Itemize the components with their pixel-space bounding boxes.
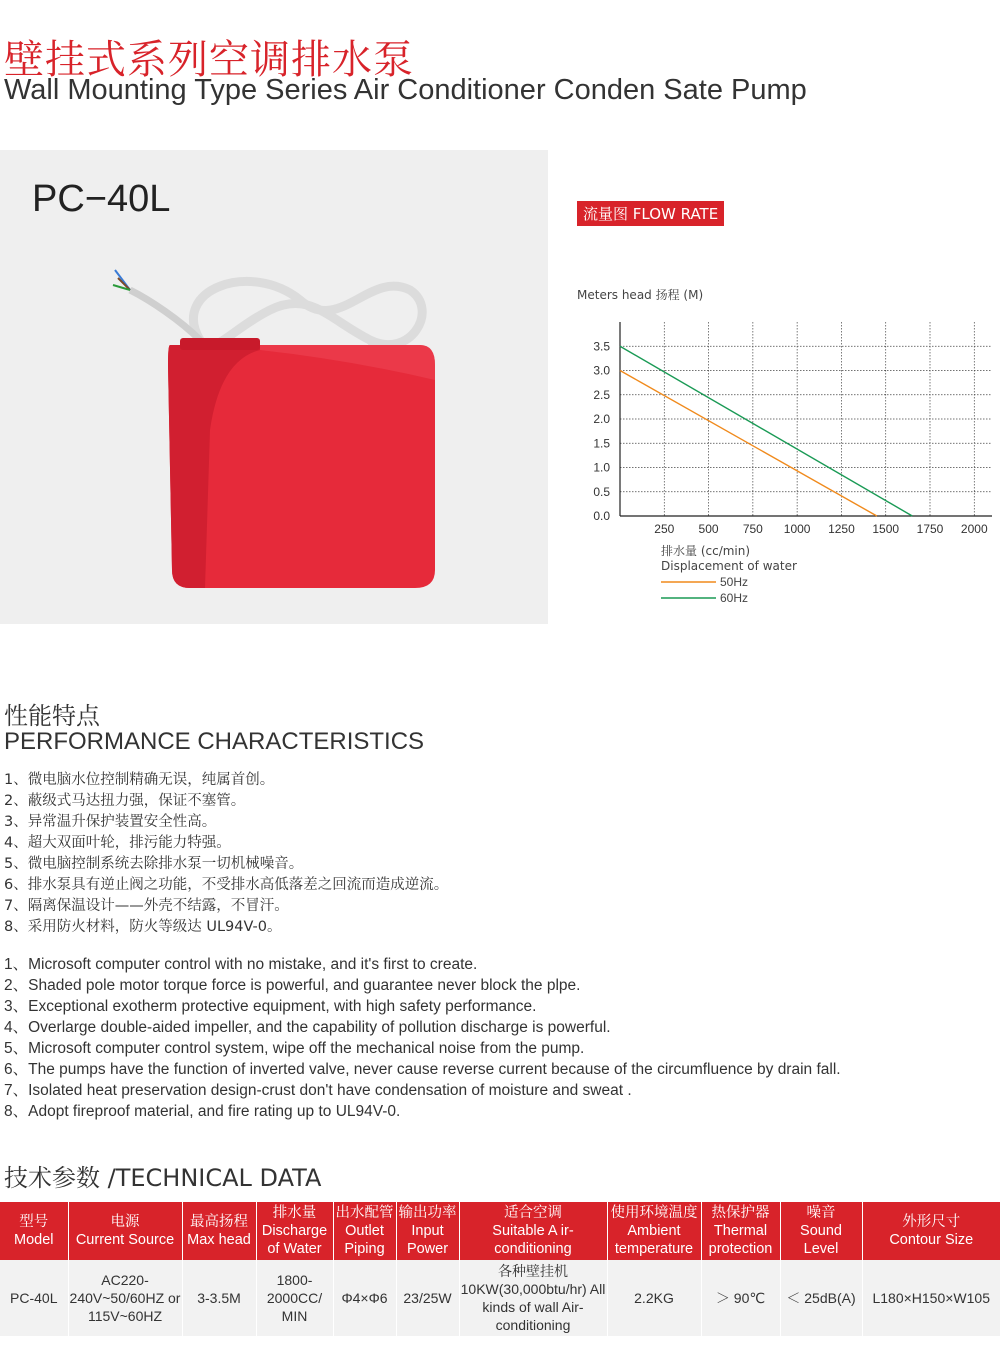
list-item: 7、Isolated heat preservation design-crust don't have condensation of moisture and sweat . bbox=[4, 1082, 632, 1099]
list-item: 4、Overlarge double-aided impeller, and the capability of pollution discharge is powerful. bbox=[4, 1019, 611, 1036]
cell-contour-size: L180×H150×W105 bbox=[862, 1260, 1000, 1336]
header-discharge: 排水量 Discharge of Water bbox=[256, 1202, 333, 1260]
cell-outlet-piping: Φ4×Φ6 bbox=[333, 1260, 396, 1336]
cell-model: PC-40L bbox=[0, 1260, 68, 1336]
chart-x-axis-label-en: Displacement of water bbox=[661, 559, 797, 573]
x-tick-label: 1250 bbox=[828, 522, 855, 536]
header-contour-size: 外形尺寸 Contour Size bbox=[862, 1202, 1000, 1260]
page-title-cn: 壁挂式系列空调排水泵 bbox=[4, 37, 414, 83]
header-suitable-ac: 适合空调 Suitable A ir-conditioning bbox=[459, 1202, 607, 1260]
list-item: 2、Shaded pole motor torque force is powerful, and guarantee never block the plpe. bbox=[4, 977, 581, 994]
characteristics-title-cn: 性能特点 bbox=[4, 702, 100, 730]
x-tick-label: 750 bbox=[742, 522, 763, 536]
characteristics-list-cn bbox=[4, 770, 448, 938]
header-max-head: 最高扬程 Max head bbox=[182, 1202, 256, 1260]
cell-discharge: 1800-2000CC/ MIN bbox=[256, 1260, 333, 1336]
series-line-50hz bbox=[620, 371, 877, 517]
chart-grid bbox=[620, 322, 992, 516]
chart-series bbox=[620, 346, 912, 516]
technical-data-table bbox=[0, 1202, 1000, 1336]
list-item: 5、微电脑控制系统去除排水泵一切机械噪音。 bbox=[4, 856, 304, 872]
y-tick-label: 0.5 bbox=[593, 484, 610, 499]
product-photo-panel bbox=[0, 150, 548, 624]
list-item: 1、Microsoft computer control with no mistake, and it's first to create. bbox=[4, 956, 478, 973]
list-item: 1、微电脑水位控制精确无误，纯属首创。 bbox=[4, 772, 275, 788]
characteristics-list-en bbox=[4, 954, 841, 1122]
x-tick-label: 250 bbox=[654, 522, 675, 536]
chart-y-axis-label: Meters head 扬程 (M) bbox=[577, 288, 704, 302]
list-item: 5、Microsoft computer control system, wipe off the mechanical noise from the pump. bbox=[4, 1040, 585, 1057]
cell-input-power: 23/25W bbox=[396, 1260, 459, 1336]
chart-legend bbox=[661, 575, 748, 605]
technical-data-title: 技术参数 /TECHNICAL DATA bbox=[4, 1164, 322, 1192]
y-tick-label: 2.0 bbox=[593, 412, 610, 426]
y-tick-label: 1.5 bbox=[593, 436, 610, 451]
y-tick-label: 3.0 bbox=[593, 363, 610, 378]
x-tick-label: 500 bbox=[698, 522, 719, 536]
y-tick-label: 3.5 bbox=[593, 339, 610, 354]
list-item: 6、排水泵具有逆止阀之功能，不受排水高低落差之回流而造成逆流。 bbox=[4, 877, 449, 893]
list-item: 2、蔽级式马达扭力强，保证不塞管。 bbox=[4, 793, 246, 809]
y-tick-label: 2.5 bbox=[593, 387, 610, 402]
list-item: 6、The pumps have the function of inverted valve, never cause reverse current because of the circumfluence by drain fall. bbox=[4, 1061, 841, 1078]
y-tick-label: 0.0 bbox=[593, 509, 610, 523]
header-input-power: 输出功率 Input Power bbox=[396, 1202, 459, 1260]
x-tick-label: 1000 bbox=[783, 522, 811, 536]
cell-current-source: AC220-240V~50/60HZ or 115V~60HZ bbox=[68, 1260, 182, 1336]
list-item: 3、Exceptional exotherm protective equipment, with high safety performance. bbox=[4, 998, 537, 1015]
header-ambient-temperature: 使用环境温度 Ambient temperature bbox=[607, 1202, 701, 1260]
header-outlet-piping: 出水配管 Outlet Piping bbox=[333, 1202, 396, 1260]
cell-ambient-temperature: 2.2KG bbox=[607, 1260, 701, 1336]
flow-rate-chart bbox=[560, 310, 1000, 610]
chart-y-ticks bbox=[593, 339, 610, 523]
x-tick-label: 1500 bbox=[872, 522, 900, 536]
table-header-row bbox=[0, 1202, 1000, 1260]
cell-sound-level: ＜ 25dB(A) bbox=[780, 1260, 862, 1336]
chart-x-axis-label-cn: 排水量 (cc/min) bbox=[661, 544, 751, 558]
model-label: PC−40L bbox=[32, 178, 171, 220]
list-item: 7、隔离保温设计——外壳不结露，不冒汗。 bbox=[4, 898, 289, 914]
header-sound-level: 噪音 Sound Level bbox=[780, 1202, 862, 1260]
cell-thermal-protection: ＞ 90℃ bbox=[701, 1260, 780, 1336]
header-thermal-protection: 热保护器 Thermal protection bbox=[701, 1202, 780, 1260]
list-item: 3、异常温升保护装置安全性高。 bbox=[4, 814, 217, 830]
cell-suitable-ac: 各种壁挂机 10KW(30,000btu/hr) All kinds of wall Air-conditioning bbox=[459, 1260, 607, 1336]
legend-label: 50Hz bbox=[720, 575, 749, 589]
characteristics-title-en: PERFORMANCE CHARACTERISTICS bbox=[4, 728, 425, 755]
x-tick-label: 1750 bbox=[916, 522, 944, 536]
legend-label: 60Hz bbox=[720, 591, 749, 605]
cell-max-head: 3-3.5M bbox=[182, 1260, 256, 1336]
page-title-en: Wall Mounting Type Series Air Conditioner Conden Sate Pump bbox=[4, 74, 807, 106]
list-item: 8、Adopt fireproof material, and fire rating up to UL94V-0. bbox=[4, 1103, 401, 1120]
x-tick-label: 2000 bbox=[960, 522, 988, 536]
chart-x-ticks bbox=[654, 522, 988, 536]
header-current-source: 电源 Current Source bbox=[68, 1202, 182, 1260]
table-row bbox=[0, 1260, 1000, 1336]
list-item: 4、超大双面叶轮，排污能力特强。 bbox=[4, 835, 231, 851]
list-item: 8、采用防火材料，防火等级达 UL94V-0。 bbox=[4, 919, 282, 935]
header-model: 型号 Model bbox=[0, 1202, 68, 1260]
series-line-60hz bbox=[620, 346, 912, 516]
chart-title-badge: 流量图 FLOW RATE bbox=[577, 201, 724, 226]
pump-illustration bbox=[110, 250, 500, 600]
y-tick-label: 1.0 bbox=[593, 460, 610, 475]
